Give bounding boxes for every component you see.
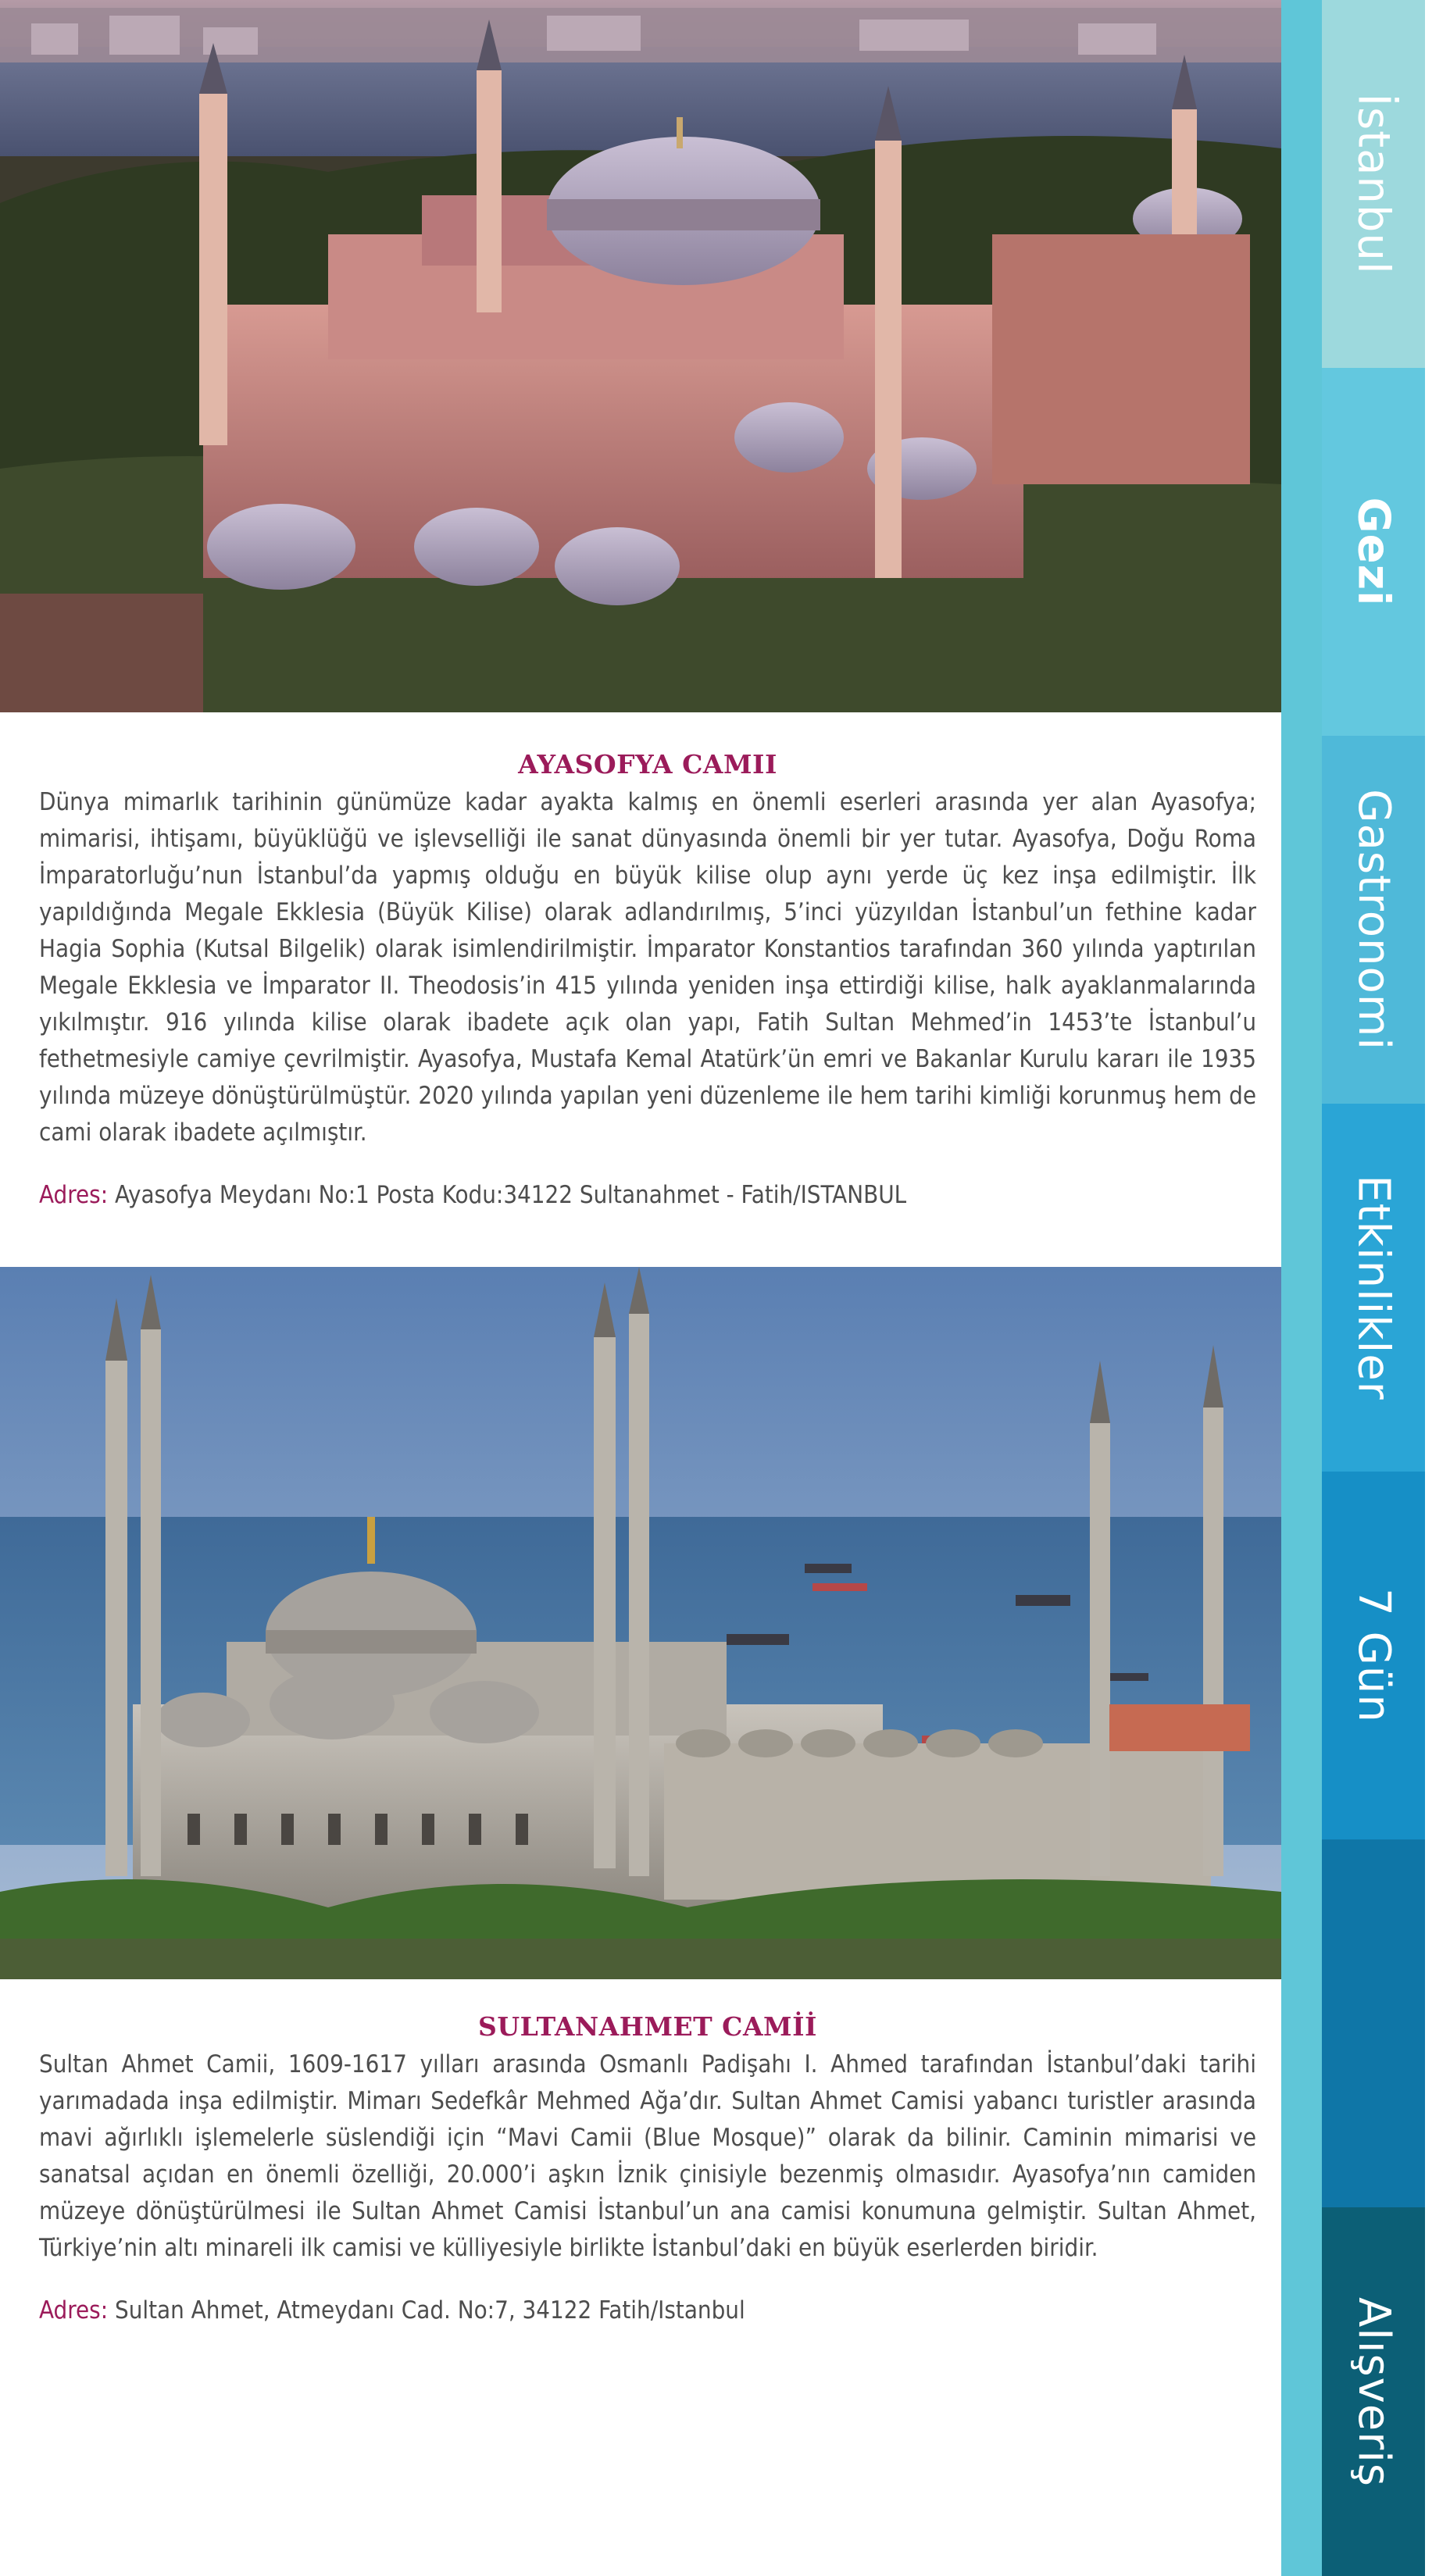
article-title: AYASOFYA CAMII <box>518 749 777 780</box>
section-tab-strip <box>1281 0 1450 2576</box>
address-line <box>39 1179 1256 1211</box>
blue-mosque-photo <box>0 1267 1281 1979</box>
address-value: Ayasofya Meydanı No:1 Posta Kodu:34122 Sultanahmet - Fatih/ISTANBUL <box>114 1181 907 1209</box>
tab-label: Alışveriş <box>1348 2296 1399 2487</box>
tab-label: Etkinlikler <box>1348 1175 1399 1400</box>
tab-label: İstanbul <box>1348 93 1399 275</box>
article-body: Dünya mimarlık tarihinin günümüze kadar ayakta kalmış en önemli eserleri arasında yer alan Ayasofya; mimarisi, ihtişamı, büyüklüğü ve işlevselliği ile sanat dünyasında önemli bir yer tutar. Ayasofya, Doğu Roma İmparatorluğu’nun İstanbul’da yapmış olduğu en büyük kilise olup aynı yerde üç kez inşa edilmiştir. İlk yapıldığında Megale Ekklesia (Büyük Kilise) olarak adlandırılmış, 5’inci yüzyıldan İstanbul’un fethine kadar Hagia Sophia (Kutsal Bilgelik) olarak isimlendirilmiştir. İmparator Konstantios tarafından 360 yılında yaptırılan Megale Ekklesia ve İmparator II. Theodosis’in 415 yılında yeniden inşa ettirdiği kilise, halk ayaklanmalarında yıkılmıştır. 916 yılında kilise olarak ibadete açık olan yapı, Fatih Sultan Mehmed’in 1453’te İstanbul’u fethetmesiyle camiye çevrilmiştir. Ayasofya, Mustafa Kemal Atatürk’ün emri ve Bakanlar Kurulu kararı ile 1935 yılında müzeye dönüştürülmüştür. 2020 yılında yapılan yeni düzenleme ile hem tarihi kimliği korunmuş hem de cami olarak ibadete açılmıştır. <box>39 788 1256 1147</box>
article-ayasofya <box>39 748 1256 1211</box>
address-value: Sultan Ahmet, Atmeydanı Cad. No:7, 34122 Fatih/Istanbul <box>114 2296 745 2324</box>
tab-label: Gastronomi <box>1348 789 1399 1051</box>
article-body: Sultan Ahmet Camii, 1609-1617 yılları arasında Osmanlı Padişahı I. Ahmed tarafından İstanbul’daki tarihi yarımadada inşa edilmiştir. Mimarı Sedefkâr Mehmed Ağa’dır. Sultan Ahmet Camisi yabancı turistler arasında mavi ağırlıklı işlemelerle süslendiği için “Mavi Camii (Blue Mosque)” olarak da bilinir. Caminin mimarisi ve sanatsal açıdan en önemli özelliği, 20.000’i aşkın İznik çinisiyle bezenmiş olmasıdır. Ayasofya’nın camiden müzeye dönüştürülmesi ile Sultan Ahmet Camisi İstanbul’un ana camisi konumuna gelmiştir. Sultan Ahmet, Türkiye’nin altı minareli ilk camisi ve külliyesiyle birlikte İstanbul’daki en büyük eserlerden biridir. <box>39 2050 1256 2262</box>
article-title: SULTANAHMET CAMİİ <box>478 2011 817 2042</box>
address-line <box>39 2295 1256 2326</box>
address-label: Adres: <box>39 1181 109 1209</box>
address-label: Adres: <box>39 2296 109 2324</box>
article-sultanahmet <box>39 2010 1256 2326</box>
tab-label: Gezi <box>1348 497 1399 607</box>
hagia-sophia-photo <box>0 0 1281 712</box>
tab-label: 7 Gün <box>1348 1588 1399 1723</box>
